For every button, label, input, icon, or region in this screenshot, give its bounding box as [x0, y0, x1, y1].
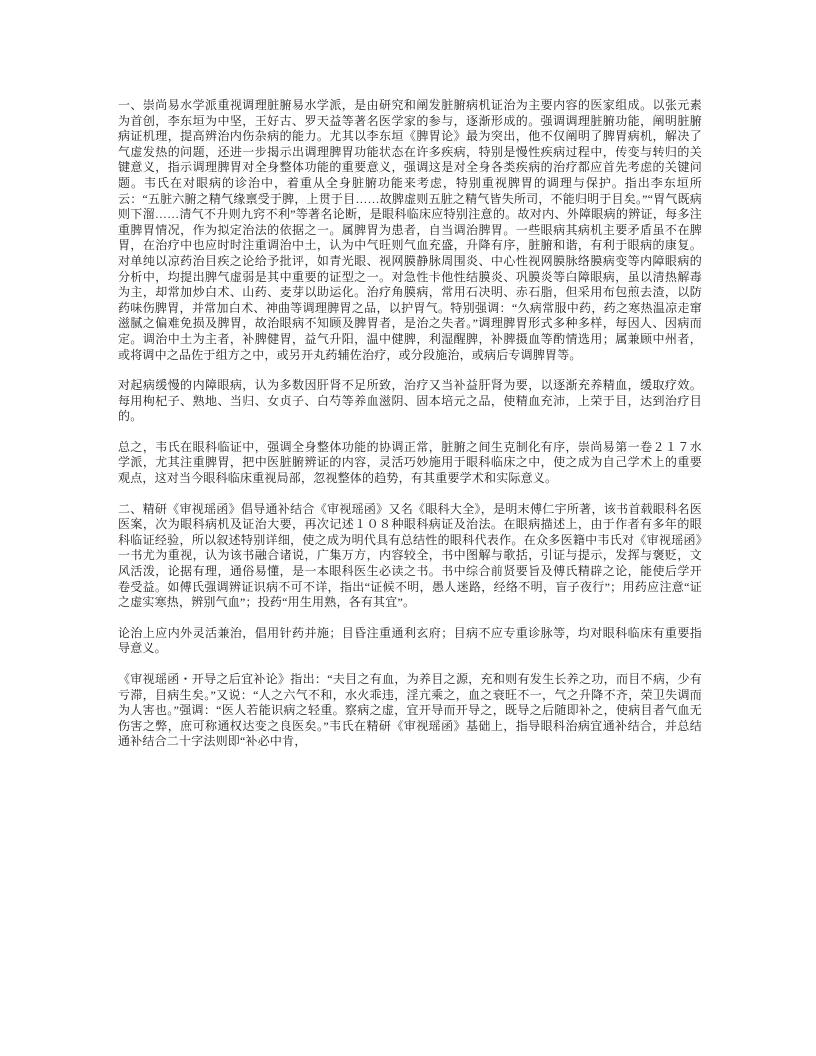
- paragraph-treatment-principles: 论治上应内外灵活兼治，倡用针药并施；目昏注重通利玄府；目病不应专重诊脉等，均对眼科临床有重要指导意义。: [118, 625, 702, 656]
- paragraph-kaidao-buhou-lun: 《审视瑶函・开导之后宜补论》指出：“夫目之有血，为养目之源，充和则有发生长养之功，而目不病，少有亏滞，目病生矣。”又说：“人之六气不和，水火乖违，淫亢乘之，血之衰旺不一，气之升降不齐，荣卫失调而为人害也。”强调：“医人若能识病之轻重。察病之虚，宜开导而开导之，既导之后随即补之，使病目者气血无伤害之弊，庶可称通权达变之良医矣。”韦氏在精研《审视瑶函》基础上，指导眼科治病宜通补结合，并总结通补结合二十字法则即“补必中肯，: [118, 672, 702, 749]
- document-content: [118, 98, 702, 750]
- paragraph-slow-onset-eye-disease: 对起病缓慢的内障眼病，认为多数因肝肾不足所致，治疗又当补益肝肾为要，以逐渐充养精血，缓取疗效。每用枸杞子、熟地、当归、女贞子、白芍等养血滋阴、固本培元之品，使精血充沛，上荣于目，达到治疗目的。: [118, 378, 702, 424]
- paragraph-summary-section-one: 总之，韦氏在眼科临证中，强调全身整体功能的协调正常，脏腑之间生克制化有序，崇尚易第一卷２１７水学派，尤其注重脾胃，把中医脏腑辨证的内容，灵活巧妙施用于眼科临床之中，使之成为自己学术上的重要观点，这对当今眼科临床重视局部，忽视整体的趋势，有其重要学术和实际意义。: [118, 439, 702, 486]
- paragraph-shenshi-yaohan-intro: 二、精研《审视瑶函》倡导通补结合《审视瑶函》又名《眼科大全》，是明末傅仁宇所著，该书首载眼科名医医案，次为眼科病机及证治大要，再次记述１０８种眼科病证及治法。在眼病描述上，由于作者有多年的眼科临证经验，所以叙述特别详细，使之成为明代具有总结性的眼科代表作。在众多医籍中韦氏对《审视瑶函》一书尤为重视，认为该书融合诸说，广集万方，内容较全，书中图解与歌括，引证与提示，发挥与褒贬，文风活泼，论据有理，通俗易懂，是一本眼科医生必读之书。书中综合前贤要旨及傅氏精辟之论，能使后学开卷受益。如傅氏强调辨证识病不可不详，指出“证候不明，愚人迷路，经络不明，盲子夜行”；用药应注意“证之虚实寒热，辨别气血”；投药“用生用熟，各有其宜”。: [118, 501, 702, 610]
- paragraph-yishui-school: 一、崇尚易水学派重视调理脏腑易水学派，是由研究和阐发脏腑病机证治为主要内容的医家组成。以张元素为首创，李东垣为中坚，王好古、罗天益等著名医学家的参与，逐渐形成的。强调调理脏腑功能，阐明脏腑病证机理，提高辨治内伤杂病的能力。尤其以李东垣《脾胃论》最为突出，他不仅阐明了脾胃病机，解决了气虚发热的问题，还进一步揭示出调理脾胃功能状态在许多疾病，特别是慢性疾病过程中，传变与转归的关键意义，指示调理脾胃对全身整体功能的重要意义，强调这是对全身各类疾病的治疗都应首先考虑的关键问题。韦氏在对眼病的诊治中，着重从全身脏腑功能来考虑，特别重视脾胃的调理与保护。指出李东垣所云：“五脏六腑之精气缘禀受于脾，上贯于目……故脾虚则五脏之精气皆失所司，不能归明于目矣。”“胃气既病则下溜……清气不升则九窍不利”等著名论断，是眼科临床应特别注意的。故对内、外障眼病的辨证，每多注重脾胃情况，作为拟定治法的依据之一。属脾胃为患者，自当调治脾胃。一些眼病其病机主要矛盾虽不在脾胃，在治疗中也应时时注重调治中土，认为中气旺则气血充盛，升降有序，脏腑和谐，有利于眼病的康复。对单纯以凉药治目疾之论给予批评，如青光眼、视网膜静脉周围炎、中心性视网膜脉络膜病变等内障眼病的分析中，均提出脾气虚弱是其中重要的证型之一。对急性卡他性结膜炎、巩膜炎等白障眼病，虽以清热解毒为主，却常加炒白术、山药、麦芽以助运化。治疗角膜病，常用石决明、赤石脂，但采用布包煎去渣，以防药味伤脾胃，并常加白术、神曲等调理脾胃之品，以护胃气。特别强调：“久病常服中药，药之寒热温凉走窜滋腻之偏难免损及脾胃，故治眼病不知顾及脾胃者，是治之失者。”调理脾胃形式多种多样，每因人、因病而定。调治中土为主者，补脾健胃，益气升阳，温中健脾，利湿醒脾，补脾摄血等酌情选用；属兼顾中州者，或将调中之品佐于组方之中，或另开丸药辅佐治疗，或分段施治，或病后专调脾胃等。: [118, 98, 702, 362]
